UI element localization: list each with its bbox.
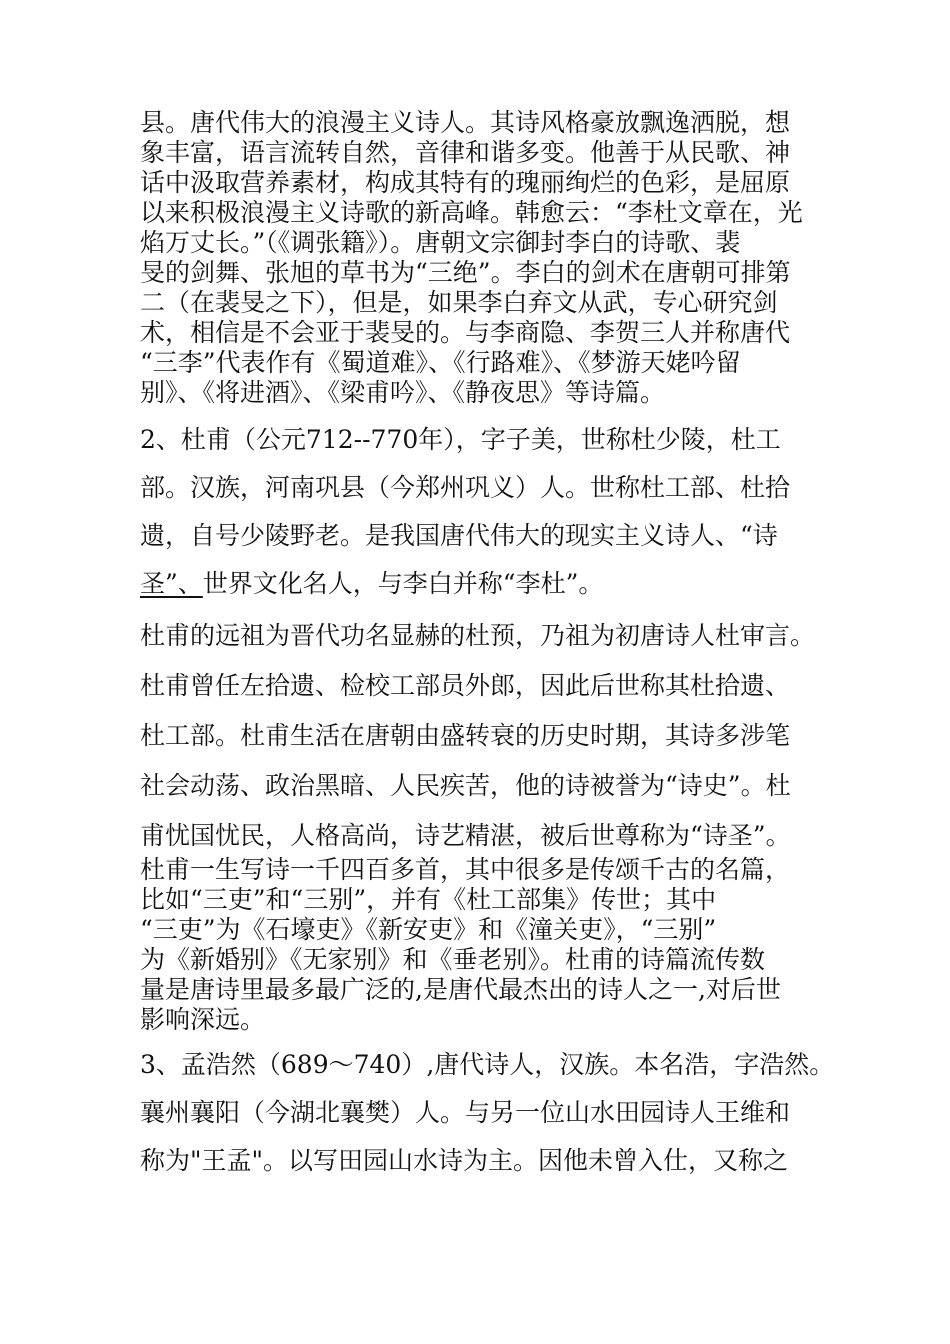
text-line: 焰万丈长。”（《调张籍》）。唐朝文宗御封李白的诗歌、裴 bbox=[140, 228, 741, 257]
text-line: 量是唐诗里最多最广泛的,是唐代最杰出的诗人之一,对后世 bbox=[140, 975, 781, 1004]
text-line: 襄州襄阳（今湖北襄樊）人。与另一位山水田园诗人王维和 bbox=[140, 1098, 791, 1127]
text-line: 别》、《将进酒》、《梁甫吟》、《静夜思》等诗篇。 bbox=[140, 378, 666, 407]
text-line: 遗，自号少陵野老。是我国唐代伟大的现实主义诗人、“诗 bbox=[140, 521, 778, 550]
text-line: 杜甫曾任左拾遗、检校工部员外郎，因此后世称其杜拾遗、 bbox=[140, 671, 791, 700]
text-line: 影响深远。 bbox=[140, 1005, 266, 1034]
text-line: 旻的剑舞、张旭的草书为“三绝”。李白的剑术在唐朝可排第 bbox=[140, 258, 791, 287]
text-line: 以来积极浪漫主义诗歌的新高峰。韩愈云：“李杜文章在，光 bbox=[140, 198, 803, 227]
text-line: 杜甫一生写诗一千四百多首，其中很多是传颂千古的名篇， bbox=[140, 855, 791, 884]
text-line: 部。汉族，河南巩县（今郑州巩义）人。世称杜工部、杜拾 bbox=[140, 473, 791, 502]
underlined-text: 圣”、 bbox=[140, 569, 203, 598]
text-line: “三吏”为《石壕吏》《新安吏》和《潼关吏》，“三别” bbox=[140, 915, 717, 944]
text-line: 县。唐代伟大的浪漫主义诗人。其诗风格豪放飘逸洒脱，想 bbox=[140, 108, 791, 137]
text-line: 术，相信是不会亚于裴旻的。与李商隐、李贺三人并称唐代 bbox=[140, 318, 791, 347]
text-line: “三李”代表作有《蜀道难》、《行路难》、《梦游天姥吟留 bbox=[140, 348, 741, 377]
text-line bbox=[140, 569, 840, 599]
text-line: 话中汲取营养素材，构成其特有的瑰丽绚烂的色彩，是屈原 bbox=[140, 168, 791, 197]
text-line: 杜工部。杜甫生活在唐朝由盛转衰的历史时期，其诗多涉笔 bbox=[140, 721, 791, 750]
text-line: 2、杜甫（公元712--770年），字子美，世称杜少陵，杜工 bbox=[140, 425, 781, 454]
text-line: 甫忧国忧民，人格高尚，诗艺精湛，被后世尊称为“诗圣”。 bbox=[140, 821, 791, 850]
text-span: 世界文化名人，与李白并称“李杜”。 bbox=[202, 569, 604, 598]
text-line: 3、孟浩然（689～740）,唐代诗人，汉族。本名浩，字浩然。 bbox=[140, 1050, 835, 1079]
text-line: 称为"王孟"。以写田园山水诗为主。因他未曾入仕，又称之 bbox=[140, 1146, 789, 1175]
text-line: 为《新婚别》《无家别》和《垂老别》。杜甫的诗篇流传数 bbox=[140, 945, 766, 974]
text-line: 社会动荡、政治黑暗、人民疾苦，他的诗被誉为“诗史”。杜 bbox=[140, 771, 791, 800]
text-line: 象丰富，语言流转自然，音律和谐多变。他善于从民歌、神 bbox=[140, 138, 791, 167]
text-line: 二（在裴旻之下），但是，如果李白弃文从武，专心研究剑 bbox=[140, 288, 778, 317]
text-line: 杜甫的远祖为晋代功名显赫的杜预，乃祖为初唐诗人杜审言。 bbox=[140, 621, 816, 650]
text-line: 比如“三吏”和“三别”，并有《杜工部集》传世；其中 bbox=[140, 885, 717, 914]
